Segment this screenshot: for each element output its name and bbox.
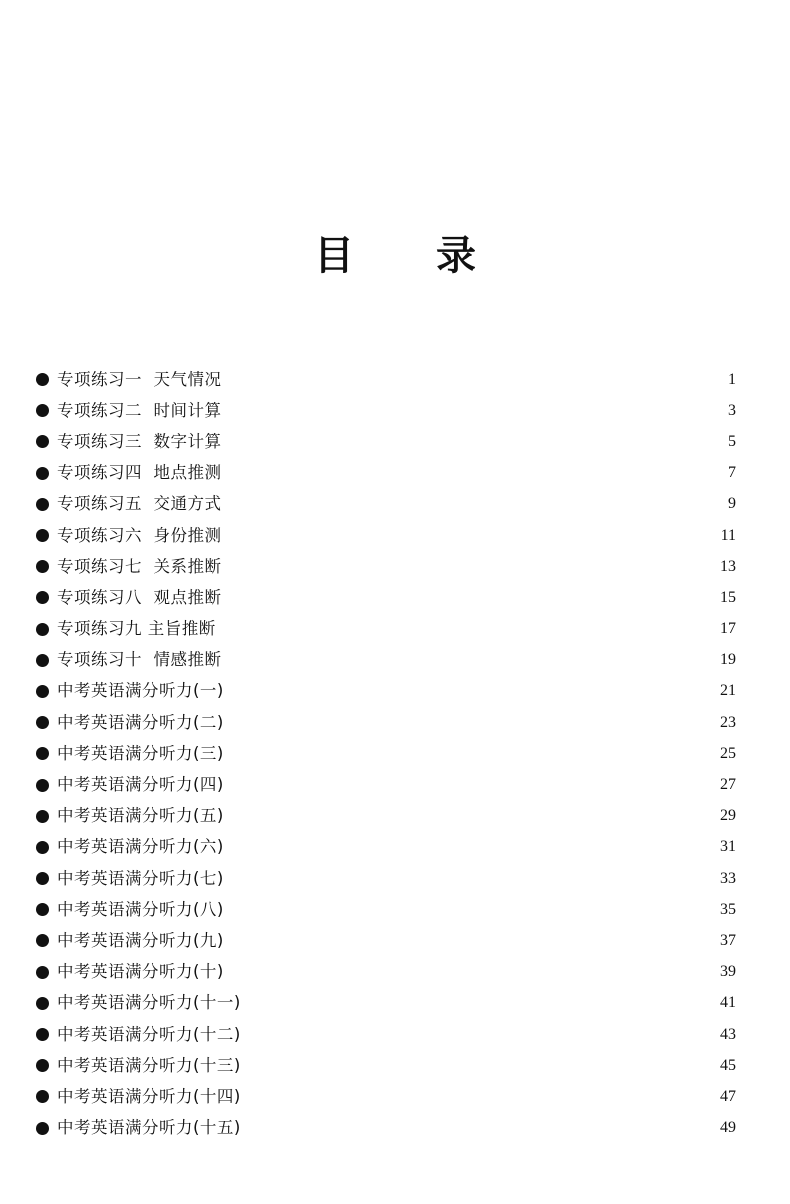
toc-entry-page: 49: [720, 1119, 736, 1137]
toc-entry-label: 中考英语满分听力(十四): [57, 1086, 241, 1106]
toc-entry-label: 中考英语满分听力(二): [57, 712, 224, 732]
table-of-contents: [36, 364, 736, 1144]
toc-entry[interactable]: [36, 988, 736, 1019]
toc-entry-page: 23: [720, 713, 736, 731]
bullet-icon: [36, 779, 49, 792]
toc-entry[interactable]: [36, 1050, 736, 1081]
bullet-icon: [36, 934, 49, 947]
toc-entry-page: 43: [720, 1025, 736, 1043]
toc-entry-page: 17: [720, 620, 736, 638]
toc-entry-label: 专项练习二 时间计算: [57, 400, 222, 420]
toc-entry-label: 专项练习九 主旨推断: [57, 619, 216, 639]
toc-entry-page: 41: [720, 994, 736, 1012]
toc-entry-label: 中考英语满分听力(五): [57, 806, 224, 826]
toc-entry-page: 19: [720, 651, 736, 669]
toc-entry-page: 15: [720, 588, 736, 606]
toc-entry-page: 1: [728, 370, 736, 388]
bullet-icon: [36, 810, 49, 823]
toc-entry[interactable]: [36, 582, 736, 613]
toc-entry[interactable]: [36, 676, 736, 707]
toc-entry-label: 专项练习五 交通方式: [57, 494, 222, 514]
toc-entry[interactable]: [36, 863, 736, 894]
toc-entry-label: 中考英语满分听力(八): [57, 899, 224, 919]
bullet-icon: [36, 716, 49, 729]
toc-entry-page: 47: [720, 1087, 736, 1105]
toc-entry-page: 31: [720, 838, 736, 856]
toc-entry[interactable]: [36, 645, 736, 676]
toc-entry-page: 27: [720, 776, 736, 794]
toc-entry[interactable]: [36, 614, 736, 645]
toc-entry[interactable]: [36, 1019, 736, 1050]
toc-entry-label: 中考英语满分听力(十一): [57, 993, 241, 1013]
toc-entry[interactable]: [36, 801, 736, 832]
toc-entry-page: 33: [720, 869, 736, 887]
toc-entry-page: 13: [720, 557, 736, 575]
toc-entry[interactable]: [36, 458, 736, 489]
toc-entry[interactable]: [36, 738, 736, 769]
toc-entry[interactable]: [36, 832, 736, 863]
toc-entry[interactable]: [36, 707, 736, 738]
toc-entry-page: 3: [728, 401, 736, 419]
toc-entry-label: 中考英语满分听力(十五): [57, 1118, 241, 1138]
toc-entry[interactable]: [36, 520, 736, 551]
toc-entry-page: 39: [720, 963, 736, 981]
page-title: 目 录: [314, 232, 510, 279]
toc-entry[interactable]: [36, 925, 736, 956]
toc-entry-label: 中考英语满分听力(十): [57, 962, 224, 982]
toc-entry[interactable]: [36, 1081, 736, 1112]
toc-entry-label: 中考英语满分听力(十三): [57, 1055, 241, 1075]
toc-entry[interactable]: [36, 364, 736, 395]
bullet-icon: [36, 467, 49, 480]
toc-entry-page: 21: [720, 682, 736, 700]
toc-entry[interactable]: [36, 426, 736, 457]
bullet-icon: [36, 1122, 49, 1135]
toc-entry-label: 中考英语满分听力(九): [57, 930, 224, 950]
toc-entry-label: 中考英语满分听力(十二): [57, 1024, 241, 1044]
toc-entry-label: 中考英语满分听力(三): [57, 743, 224, 763]
bullet-icon: [36, 623, 49, 636]
toc-entry-label: 专项练习十 情感推断: [57, 650, 222, 670]
toc-entry[interactable]: [36, 551, 736, 582]
bullet-icon: [36, 1028, 49, 1041]
toc-entry-page: 35: [720, 900, 736, 918]
toc-entry-page: 9: [728, 495, 736, 513]
toc-entry-page: 29: [720, 807, 736, 825]
toc-entry[interactable]: [36, 489, 736, 520]
bullet-icon: [36, 591, 49, 604]
toc-entry-label: 专项练习一 天气情况: [57, 369, 222, 389]
toc-entry[interactable]: [36, 1113, 736, 1144]
toc-entry[interactable]: [36, 894, 736, 925]
toc-entry-page: 11: [720, 526, 736, 544]
bullet-icon: [36, 654, 49, 667]
toc-entry-page: 5: [728, 432, 736, 450]
toc-entry-page: 7: [728, 464, 736, 482]
toc-entry[interactable]: [36, 957, 736, 988]
toc-entry-label: 中考英语满分听力(六): [57, 837, 224, 857]
bullet-icon: [36, 903, 49, 916]
toc-entry-label: 中考英语满分听力(七): [57, 868, 224, 888]
toc-entry-label: 专项练习七 关系推断: [57, 556, 222, 576]
toc-entry-page: 25: [720, 744, 736, 762]
toc-entry-label: 中考英语满分听力(一): [57, 681, 224, 701]
toc-entry-page: 45: [720, 1056, 736, 1074]
bullet-icon: [36, 404, 49, 417]
toc-entry[interactable]: [36, 769, 736, 800]
toc-entry-label: 专项练习四 地点推测: [57, 463, 222, 483]
toc-entry-label: 专项练习六 身份推测: [57, 525, 222, 545]
bullet-icon: [36, 373, 49, 386]
bullet-icon: [36, 966, 49, 979]
toc-entry-label: 专项练习三 数字计算: [57, 431, 222, 451]
bullet-icon: [36, 529, 49, 542]
toc-entry-label: 专项练习八 观点推断: [57, 587, 222, 607]
bullet-icon: [36, 872, 49, 885]
bullet-icon: [36, 685, 49, 698]
toc-entry[interactable]: [36, 395, 736, 426]
bullet-icon: [36, 841, 49, 854]
bullet-icon: [36, 747, 49, 760]
bullet-icon: [36, 1059, 49, 1072]
bullet-icon: [36, 498, 49, 511]
toc-entry-page: 37: [720, 931, 736, 949]
bullet-icon: [36, 997, 49, 1010]
bullet-icon: [36, 1090, 49, 1103]
toc-entry-label: 中考英语满分听力(四): [57, 775, 224, 795]
bullet-icon: [36, 560, 49, 573]
bullet-icon: [36, 435, 49, 448]
